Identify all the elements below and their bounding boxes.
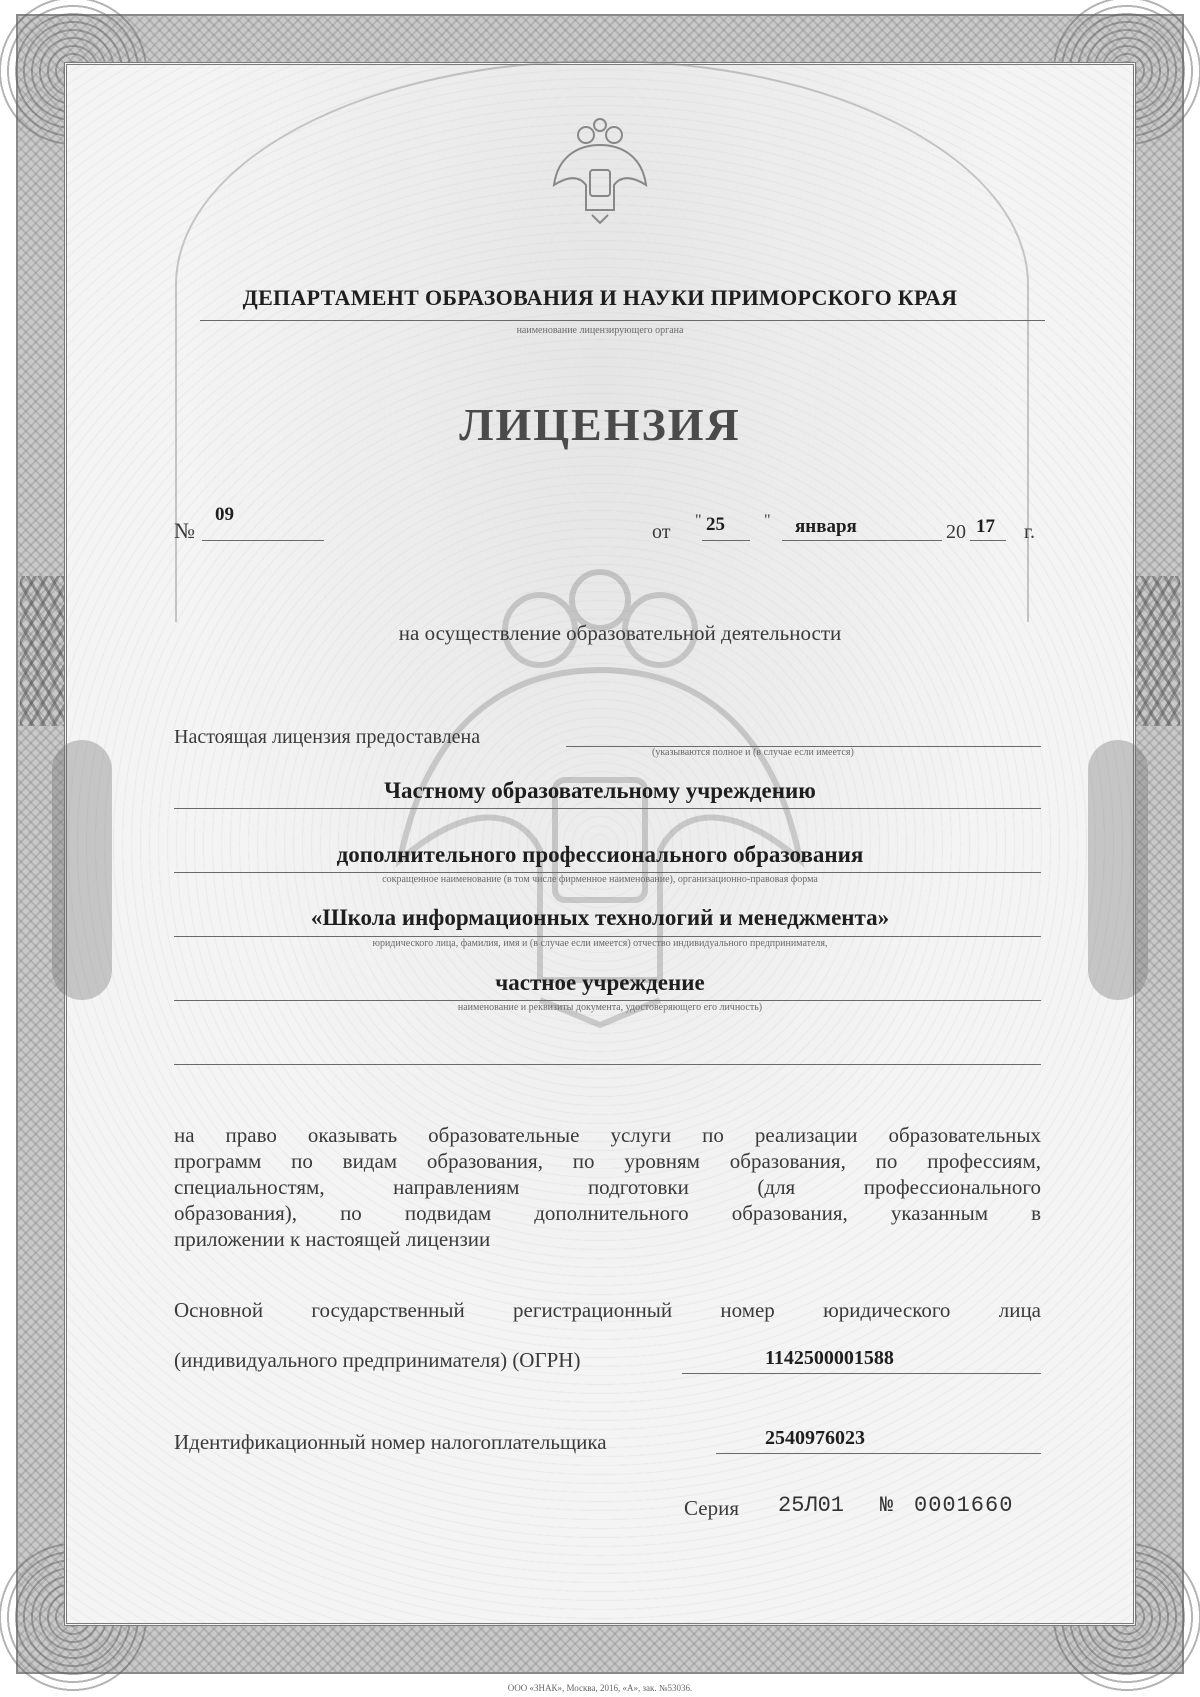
date-day: 25 [706,514,725,535]
grantee-caption-3: юридического лица, фамилия, имя и (в случае если имеется) отчество индивидуального предпринимателя, [372,938,828,949]
grantee-caption-4: наименование и реквизиты документа, удостоверяющего его личность) [457,1002,763,1013]
series-value: 25Л01 [778,1493,845,1518]
year-unit: г. [1024,521,1035,543]
quote-open: " [695,512,702,529]
rights-paragraph [174,1122,1041,1252]
celtic-knot-ornament [20,576,66,726]
series-number: 0001660 [914,1493,1014,1518]
rights-line-1: на право оказывать образовательные услуги по реализации образовательных [174,1123,1041,1147]
number-underline [202,540,324,541]
printer-imprint: ООО «ЗНАК», Москва, 2016, «А», зак. №53036. [507,1683,693,1693]
grantee-legal-form: частное учреждение [495,970,705,995]
grantee-line-4-underline [174,1000,1041,1001]
year-underline [970,540,1006,541]
day-underline [702,540,750,541]
rights-line-2: программ по видам образования, по уровням образования, по профессиям, [174,1149,1041,1173]
licensing-authority: ДЕПАРТАМЕНТ ОБРАЗОВАНИЯ И НАУКИ ПРИМОРСКОГО КРАЯ [242,285,958,310]
series-label: Серия [684,1496,739,1520]
grantee-name-line-1: Частному образовательному учреждению [384,778,816,803]
ogrn-label-line-2: (индивидуального предпринимателя) (ОГРН) [174,1348,581,1372]
document-title: ЛИЦЕНЗИЯ [459,399,741,450]
grantee-blank-underline [174,1064,1041,1065]
authority-underline [200,320,1045,321]
grantee-intro: Настоящая лицензия предоставлена [174,726,481,748]
ogrn-label-line-1: Основной государственный регистрационный номер юридического лица [174,1298,1041,1322]
rights-line-4: образования), по подвидам дополнительного образования, указанным в [174,1201,1041,1225]
series-number-label: № [880,1493,894,1518]
number-label: № [174,518,195,543]
grantee-name-line-3: «Школа информационных технологий и менеджмента» [310,905,890,930]
grantee-line-2-underline [174,872,1041,873]
license-number: 09 [215,504,234,525]
year-prefix: 20 [946,521,966,543]
license-purpose: на осуществление образовательной деятельности [398,621,842,645]
ogrn-underline [682,1373,1041,1374]
rights-line-3: специальностям, направлениям подготовки (для профессионального [174,1175,1041,1199]
grantee-caption-1: (указываются полное и (в случае если имеется) [652,747,854,758]
grantee-caption-2: сокращенное наименование (в том числе фирменное наименование), организационно-правовая форма [382,874,818,885]
grantee-name-line-2: дополнительного профессионального образования [336,842,864,867]
authority-caption: наименование лицензирующего органа [516,325,684,336]
grantee-line-1-underline [174,808,1041,809]
date-month: января [795,516,857,537]
inn-value: 2540976023 [765,1427,865,1449]
month-underline [782,540,942,541]
date-from-label: от [652,521,671,543]
rights-line-5: приложении к настоящей лицензии [174,1227,491,1251]
year-suffix: 17 [976,516,995,537]
inn-underline [716,1453,1041,1454]
coat-of-arms-icon [550,115,650,225]
quote-close: " [764,512,771,529]
grantee-line-3-underline [174,936,1041,937]
celtic-knot-ornament [1134,576,1180,726]
inn-label: Идентификационный номер налогоплательщика [174,1430,607,1454]
ogrn-value: 1142500001588 [765,1347,894,1369]
